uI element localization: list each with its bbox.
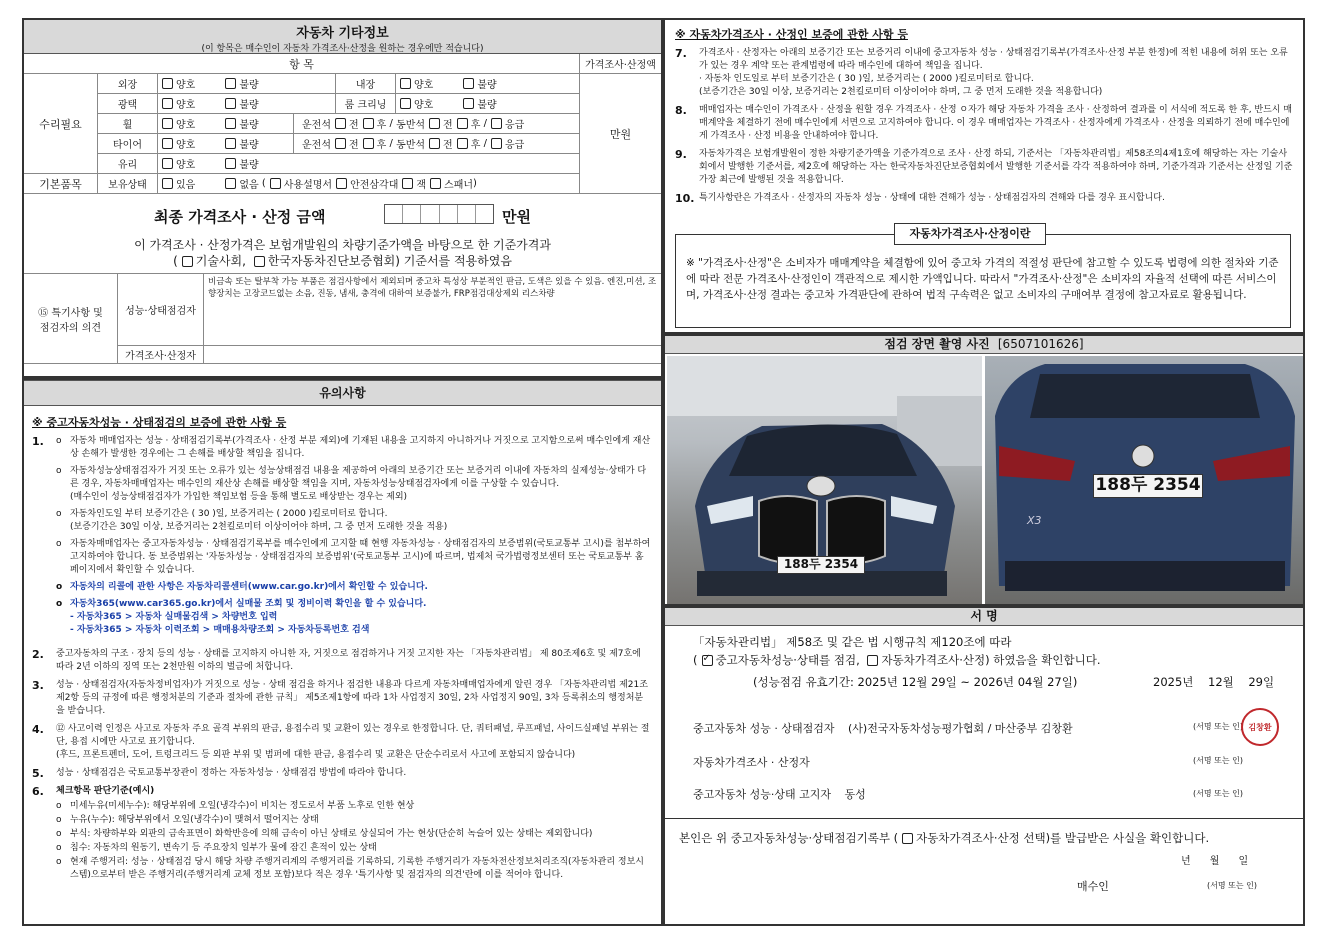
row-gloss-label: 광택 — [117, 100, 138, 111]
final-price-block: 최종 가격조사 · 산정 금액 만원 이 가격조사 · 산정가격은 보험개발원의 차량기준가액을 바탕으로 한 기준가격과 ( 기술사회, 한국자동차진단보증협회) 기준서를 적용하였음 — [24, 194, 661, 274]
interior-bad-checkbox[interactable] — [463, 78, 474, 89]
tire-driver-rear-checkbox[interactable] — [363, 138, 374, 149]
col-price-label: 가격조사·산정액 — [585, 60, 656, 71]
tire-emergency-checkbox[interactable] — [491, 138, 502, 149]
exterior-bad-checkbox[interactable] — [225, 78, 236, 89]
caution-header: 유의사항 — [24, 380, 661, 406]
tire-passenger-rear-checkbox[interactable] — [457, 138, 468, 149]
jack-checkbox[interactable] — [402, 178, 413, 189]
notice-label: 중고자동차 성능·상태 고지자 — [693, 788, 832, 801]
receipt-text: 본인은 위 중고자동차성능·상태점검기록부 — [679, 831, 890, 845]
row-exterior-label: 외장 — [117, 80, 138, 91]
section-title: 자동차 기타정보 — [296, 26, 389, 41]
interior-good-checkbox[interactable] — [400, 78, 411, 89]
receipt-price-checkbox[interactable] — [902, 833, 913, 844]
rear-license-plate: 188두 2354 — [1093, 474, 1203, 498]
possession-have-checkbox[interactable] — [162, 178, 173, 189]
possession-none-checkbox[interactable] — [225, 178, 236, 189]
repair-label: 수리필요 — [39, 117, 82, 131]
photo-title: 점검 장면 촬영 사진 — [884, 337, 990, 351]
inspector-opinion-label: 성능·상태점검자 — [125, 306, 196, 317]
receipt-ymd: 년 월 일 — [1181, 856, 1249, 867]
section-subtitle: (이 항목은 매수인이 자동차 가격조사·산정을 원하는 경우에만 적습니다) — [201, 44, 484, 54]
price-unit: 만원 — [609, 127, 632, 141]
glass-good-checkbox[interactable] — [162, 158, 173, 169]
vehicle-other-info-panel: 자동차 기타정보 (이 항목은 매수인이 자동차 가격조사·산정을 원하는 경우에만 적습니다) 항 목 가격조사·산정액 수리필요 기본품목 만원 외장 양호 불량 내장 양호 불량 광택 양호 불량 룸 크리닝 양호 불량 휠 양호 불량 운전석 전 후 / 동반석 전 후 / 응급 타이어 양호 불량 운전석 전 후 / 동반석 전 후 / 응급 유리 양호 불량 보유상태 있음 없음 ( 사용설명서 안전삼각대 잭 스패너 ) 최종 가격조사 · 산정 금액 만원 이 가격조사 · 산정가격은 보험개발원의 차량기준가액을 바탕으로 한 기준가격과 ( 기술사회, 한국자동차진단보증협회) 기준서를 적용하였음 ⑮ 특기사항 및 점검자의 의견 성능·상태점검자 비금속 또는 탈부착 가능 부품은 점검사항에서 제외되며 중고차 특성상 부분적인 판금, 도색은 있을 수 있음. 엔진,미션, 조향장치는 고장코드없는 소음, 진동, 냄새, 충격에 대하여 보증불가, FRP점검대상제외 리스차량 가격조사·산정자 — [22, 18, 663, 378]
gloss-good-checkbox[interactable] — [162, 98, 173, 109]
front-car-photo — [667, 356, 982, 604]
tire-driver-front-checkbox[interactable] — [335, 138, 346, 149]
row-wheel-label: 휠 — [122, 120, 133, 131]
inspection-photo-panel — [663, 334, 1305, 606]
caution-panel: 유의사항 ※ 중고자동차성능 · 상태점검의 보증에 관한 사항 등 1. o 자동차 매매업자는 성능 · 상태점검기록부(가격조사 · 산정 부분 제외)에 기재된 내용을 고지하지 아니하거나 거짓으로 고지함으로써 매수인에게 재산상 손해가 발생한 경우에는 그 손해를 배상할 책임을 집니다. o 자동차성능상태점검자가 거짓 또는 오류가 있는 성능상태점검 내용을 제공하여 아래의 보증기간 또는 보증거리 이내에 자동차의 실제성능·상태가 다른 경우, 자동차매매업자는 매수인의 재산상 손해를 배상할 책임을 지며, 자동차성능상태점검자에게 이를 구상할 수 있습니다. (매수인이 성능상태점검자가 가입한 책임보험 등을 통해 별도로 배상받는 경우는 제외) o 자동차인도일 부터 보증기간은 ( 30 )일, 보증거리는 ( 2000 )킬로미터로 합니다. (보증기간은 30일 이상, 보증거리는 2천킬로미터 이상이어야 하며, 그 중 먼저 도래한 것을 적용) o 자동차매매업자는 중고자동차성능 · 상태점검기록부를 매수인에게 고지할 때 현행 자동차성능 · 상태점검자의 보증범위(국토교통부 고시)를 첨부하여 고지하여야 합니다. 동 보증범위는 '자동차성능 · 상태점검자의 보증범위'(국토교통부 고시)에 따르며, 법제처 국가법령정보센터 또는 국토교통부 홈페이지에서 확인할 수 있습니다. o 자동차의 리콜에 관한 사항은 자동차리콜센터(www.car.go.kr)에서 확인할 수 있습니다. o 자동차365(www.car365.go.kr)에서 실매물 조회 및 정비이력 확인을 할 수 있습니다. - 자동차365 > 자동차 실매물검색 > 차량번호 입력 - 자동차365 > 자동차 이력조회 > 매매용차량조회 > 자동차등록번호 검색 2. 중고자동차의 구조 · 장치 등의 성능 · 상태를 고지하지 아니한 자, 거짓으로 점검하거나 거짓 고지한 자는 「자동차관리법」 제 80조제6호 및 제7호에 따라 2년 이하의 징역 또는 2천만원 이하의 벌금에 처합니다. 3. 성능 · 상태점검자(자동차정비업자)가 거짓으로 성능 · 상태 점검을 하거나 점검한 내용과 다르게 자동차매매업자에게 알린 경우 「자동차관리법 제21조제2항 등의 규정에 따른 행정처분의 기준과 절차에 관한 규칙」 제5조제1항에 따라 1차 사업정지 30일, 2차 사업정지 90일, 3차 등록취소의 행정처분을 받습니다. 4. ⑫ 사고이력 인정은 사고로 자동차 주요 골격 부위의 판금, 용접수리 및 교환이 있는 경우로 한정합니다. 단, 쿼터패널, 루프패널, 사이드실패널 부위는 절단, 용접 시에만 사고로 표기합니다. (후드, 프론트펜더, 도어, 트렁크리드 등 외판 부위 및 범퍼에 대한 판금, 용접수리 및 교환은 단순수리로서 사고에 포함되지 않습니다) 5. 성능 · 상태점검은 국토교통부장관이 정하는 자동차성능 · 상태점검 방법에 따라야 합니다. 6. 체크항목 판단기준(예시) o 미세누유(미세누수): 해당부위에 오일(냉각수)이 비치는 정도로서 부품 노후로 인한 현상 o 누유(누수): 해당부위에서 오일(냉각수)이 맺혀서 떨어지는 상태 o 부식: 차량하부와 외판의 금속표면이 화학반응에 의해 금속이 아닌 상태로 상실되어 가는 현상(단순히 녹슬어 있는 상태는 제외합니다) o 침수: 자동차의 원동기, 변속기 등 주요장치 일부가 물에 잠긴 흔적이 있는 상태 o 현재 주행거리: 성능 · 상태점검 당시 해당 차량 주행거리계의 주행거리를 기록하되, 기록한 주행거리가 자동차전산정보처리조직(자동차관리 정보시스템)으로부터 받은 주행거리(주행거리계 교체 정보 포함)보다 적은 경우 '특기사항 및 점검자의 의견'란에 이를 적어야 합니다. — [22, 378, 663, 926]
glass-bad-checkbox[interactable] — [225, 158, 236, 169]
basic-label: 기본품목 — [39, 177, 82, 191]
row-possession-label: 보유상태 — [108, 180, 147, 191]
wheel-passenger-rear-checkbox[interactable] — [457, 118, 468, 129]
kadsa-checkbox[interactable] — [254, 256, 265, 267]
special-notes-label: ⑮ 특기사항 및 점검자의 의견 — [38, 307, 103, 334]
wheel-bad-checkbox[interactable] — [225, 118, 236, 129]
price-definition-text: ※ "가격조사·산정"은 소비자가 매매계약을 체결함에 있어 중고차 가격의 적절성 판단에 참고할 수 있도록 법령에 의한 절차와 기준에 따라 전문 가격조사·산정인이 객관적으로 제시한 가액입니다. 따라서 "가격조사·산정"은 소비자의 자율적 선택에 따른 서비스이며, 가격조사·산정 결과는 중고차 가격판단에 관하여 법적 구속력은 없고 소비자의 구매여부 결정에 참고자료로 활용됩니다. — [686, 257, 1279, 301]
final-price-line1: 이 가격조사 · 산정가격은 보험개발원의 차량기준가액을 바탕으로 한 기준가격과 — [134, 238, 551, 252]
gloss-bad-checkbox[interactable] — [225, 98, 236, 109]
sign-law-text: 「자동차관리법」 제58조 및 같은 법 시행규칙 제120조에 따라 — [693, 635, 1012, 649]
validity-period: (성능점검 유효기간: 2025년 12월 29일 ~ 2026년 04월 27일) — [753, 675, 1078, 689]
car365-link[interactable]: 자동차365(www.car365.go.kr)에서 실매물 조회 및 정비이력 확인을 할 수 있습니다. — [70, 599, 427, 609]
inspector-label: 중고자동차 성능 · 상태점검자 — [693, 722, 835, 735]
section-header — [24, 20, 661, 54]
recall-link[interactable]: 자동차의 리콜에 관한 사항은 자동차리콜센터(www.car.go.kr)에서 확인할 수 있습니다. — [70, 582, 428, 592]
sign-date: 2025년 12월 29일 — [1153, 675, 1275, 689]
triangle-checkbox[interactable] — [336, 178, 347, 189]
price-guarantee-panel: ※ 자동차가격조사 · 산정인 보증에 관한 사항 등 7. 가격조사 · 산정자는 아래의 보증기간 또는 보증거리 이내에 중고자동차 성능 · 상태점검기록부(가격조사·산정 부분 한정)에 적힌 내용에 허위 또는 오류가 있는 경우 계약 또는 관계법령에 따라 매수인에 대하여 책임을 집니다. · 자동차 인도일로 부터 보증기간은 ( 30 )일, 보증거리는 ( 2000 )킬로미터로 합니다. (보증기간은 30일 이상, 보증거리는 2천킬로미터 이상이어야 하며, 그 중 먼저 도래한 것을 적용합니다) 8. 매매업자는 매수인이 가격조사 · 산정을 원할 경우 가격조사 · 산정 ㅇ자가 해당 자동차 가격을 조사 · 산정하여 결과를 이 서식에 적도록 한 후, 반드시 매매계약을 체결하기 전에 매수인에게 서면으로 고지하여야 합니다. 이 경우 매매업자는 가격조사 · 산정자에게 가격조사 · 산정을 의뢰하기 전에 매수인에게 가격조사 · 산정 비용을 안내하여야 합니다. 9. 자동차가격은 보험개발원이 정한 차량기준가액을 기준가격으로 조사 · 산정 하되, 기준서는 「자동차관리법」제58조의4제1호에 해당하는 자는 기술사회에서 발행한 기준서를, 제2호에 해당하는 자는 한국자동차진단보증협회에서 발행한 기준서를 각각 적용하여야 하며, 기준가격과 기준서는 산정일 기준 가장 최근에 발행된 것을 적용합니다. 10. 특기사항란은 가격조사 · 산정자의 자동차 성능 · 상태에 대한 견해가 성능 · 상태점검자의 견해와 다를 경우 표시합니다. 자동차가격조사·산정이란 ※ "가격조사·산정"은 소비자가 매매계약을 체결함에 있어 중고차 가격의 적절성 판단에 참고할 수 있도록 법령에 의한 절차와 기준에 따라 전문 가격조사·산정인이 객관적으로 제시한 가액입니다. 따라서 "가격조사·산정"은 소비자의 자율적 선택에 따른 서비스이며, 가격조사·산정 결과는 중고차 가격판단에 관하여 법적 구속력은 없고 소비자의 구매여부 결정에 참고자료로 활용됩니다. — [663, 18, 1305, 334]
wheel-driver-front-checkbox[interactable] — [335, 118, 346, 129]
row-tire-label: 타이어 — [113, 140, 142, 151]
inspector-opinion-text: 비금속 또는 탈부착 가능 부품은 점검사항에서 제외되며 중고차 특성상 부분적인 판금, 도색은 있을 수 있음. 엔진,미션, 조향장치는 고장코드없는 소음, 진동, 냄새, 충격에 대하여 보증불가, FRP점검대상제외 리스차량 — [208, 277, 657, 299]
final-price-unit: 만원 — [502, 208, 531, 226]
price-definition-box — [675, 227, 1291, 328]
spanner-checkbox[interactable] — [430, 178, 441, 189]
tire-passenger-front-checkbox[interactable] — [429, 138, 440, 149]
inspector-name: (사)전국자동차성능평가협회 / 마산중부 김창환 — [848, 722, 1073, 735]
tech-society-checkbox[interactable] — [182, 256, 193, 267]
price-opinion-label: 가격조사·산정자 — [125, 351, 196, 362]
performance-check-checkbox[interactable] — [702, 655, 713, 666]
price-definition-title: 자동차가격조사·산정이란 — [894, 223, 1046, 245]
price-opinion-field[interactable] — [204, 346, 661, 364]
photo-code: [6507101626] — [997, 337, 1084, 351]
signature-title: 서 명 — [970, 609, 998, 623]
tire-good-checkbox[interactable] — [162, 138, 173, 149]
wheel-good-checkbox[interactable] — [162, 118, 173, 129]
col-item-label: 항 목 — [289, 57, 314, 71]
wheel-passenger-front-checkbox[interactable] — [429, 118, 440, 129]
room-bad-checkbox[interactable] — [463, 98, 474, 109]
caution-heading: ※ 중고자동차성능 · 상태점검의 보증에 관한 사항 등 — [32, 416, 287, 429]
model-badge: X3 — [1027, 514, 1042, 527]
seal-stamp: 김창환 — [1241, 708, 1279, 746]
buyer-label: 매수인 — [1077, 880, 1109, 893]
signature-panel: 서 명 「자동차관리법」 제58조 및 같은 법 시행규칙 제120조에 따라 (✓ 중고자동차성능·상태를 점검, 자동차가격조사·산정) 하였음을 확인합니다. (성능점검 유효기간: 2025년 12월 29일 ~ 2026년 04월 27일) 2025년 12월 29일 중고자동차 성능 · 상태점검자 (사)전국자동차성능평가협회 / 마산중부 김창환 (서명 또는 인) 김창환 자동차가격조사 · 산정자 (서명 또는 인) 중고자동차 성능·상태 고지자 동성 (서명 또는 인) 본인은 위 중고자동차성능·상태점검기록부 ( 자동차가격조사·산정 선택)를 발급받은 사실을 확인합니다. 년 월 일 매수인 (서명 또는 인) — [663, 606, 1305, 926]
price-signer-label: 자동차가격조사 · 산정자 — [693, 756, 810, 769]
row-glass-label: 유리 — [117, 160, 138, 171]
row-room-label: 룸 크리닝 — [344, 100, 387, 111]
front-license-plate: 188두 2354 — [777, 556, 865, 574]
wheel-emergency-checkbox[interactable] — [491, 118, 502, 129]
final-price-boxes[interactable] — [384, 204, 494, 224]
row-interior-label: 내장 — [355, 80, 376, 91]
manual-checkbox[interactable] — [270, 178, 281, 189]
room-good-checkbox[interactable] — [400, 98, 411, 109]
wheel-driver-rear-checkbox[interactable] — [363, 118, 374, 129]
final-price-label: 최종 가격조사 · 산정 금액 — [154, 208, 326, 226]
exterior-good-checkbox[interactable] — [162, 78, 173, 89]
notice-name: 동성 — [844, 788, 866, 801]
tire-bad-checkbox[interactable] — [225, 138, 236, 149]
price-guarantee-heading: ※ 자동차가격조사 · 산정인 보증에 관한 사항 등 — [675, 28, 908, 41]
rear-car-photo — [985, 356, 1303, 604]
price-check-checkbox[interactable] — [867, 655, 878, 666]
